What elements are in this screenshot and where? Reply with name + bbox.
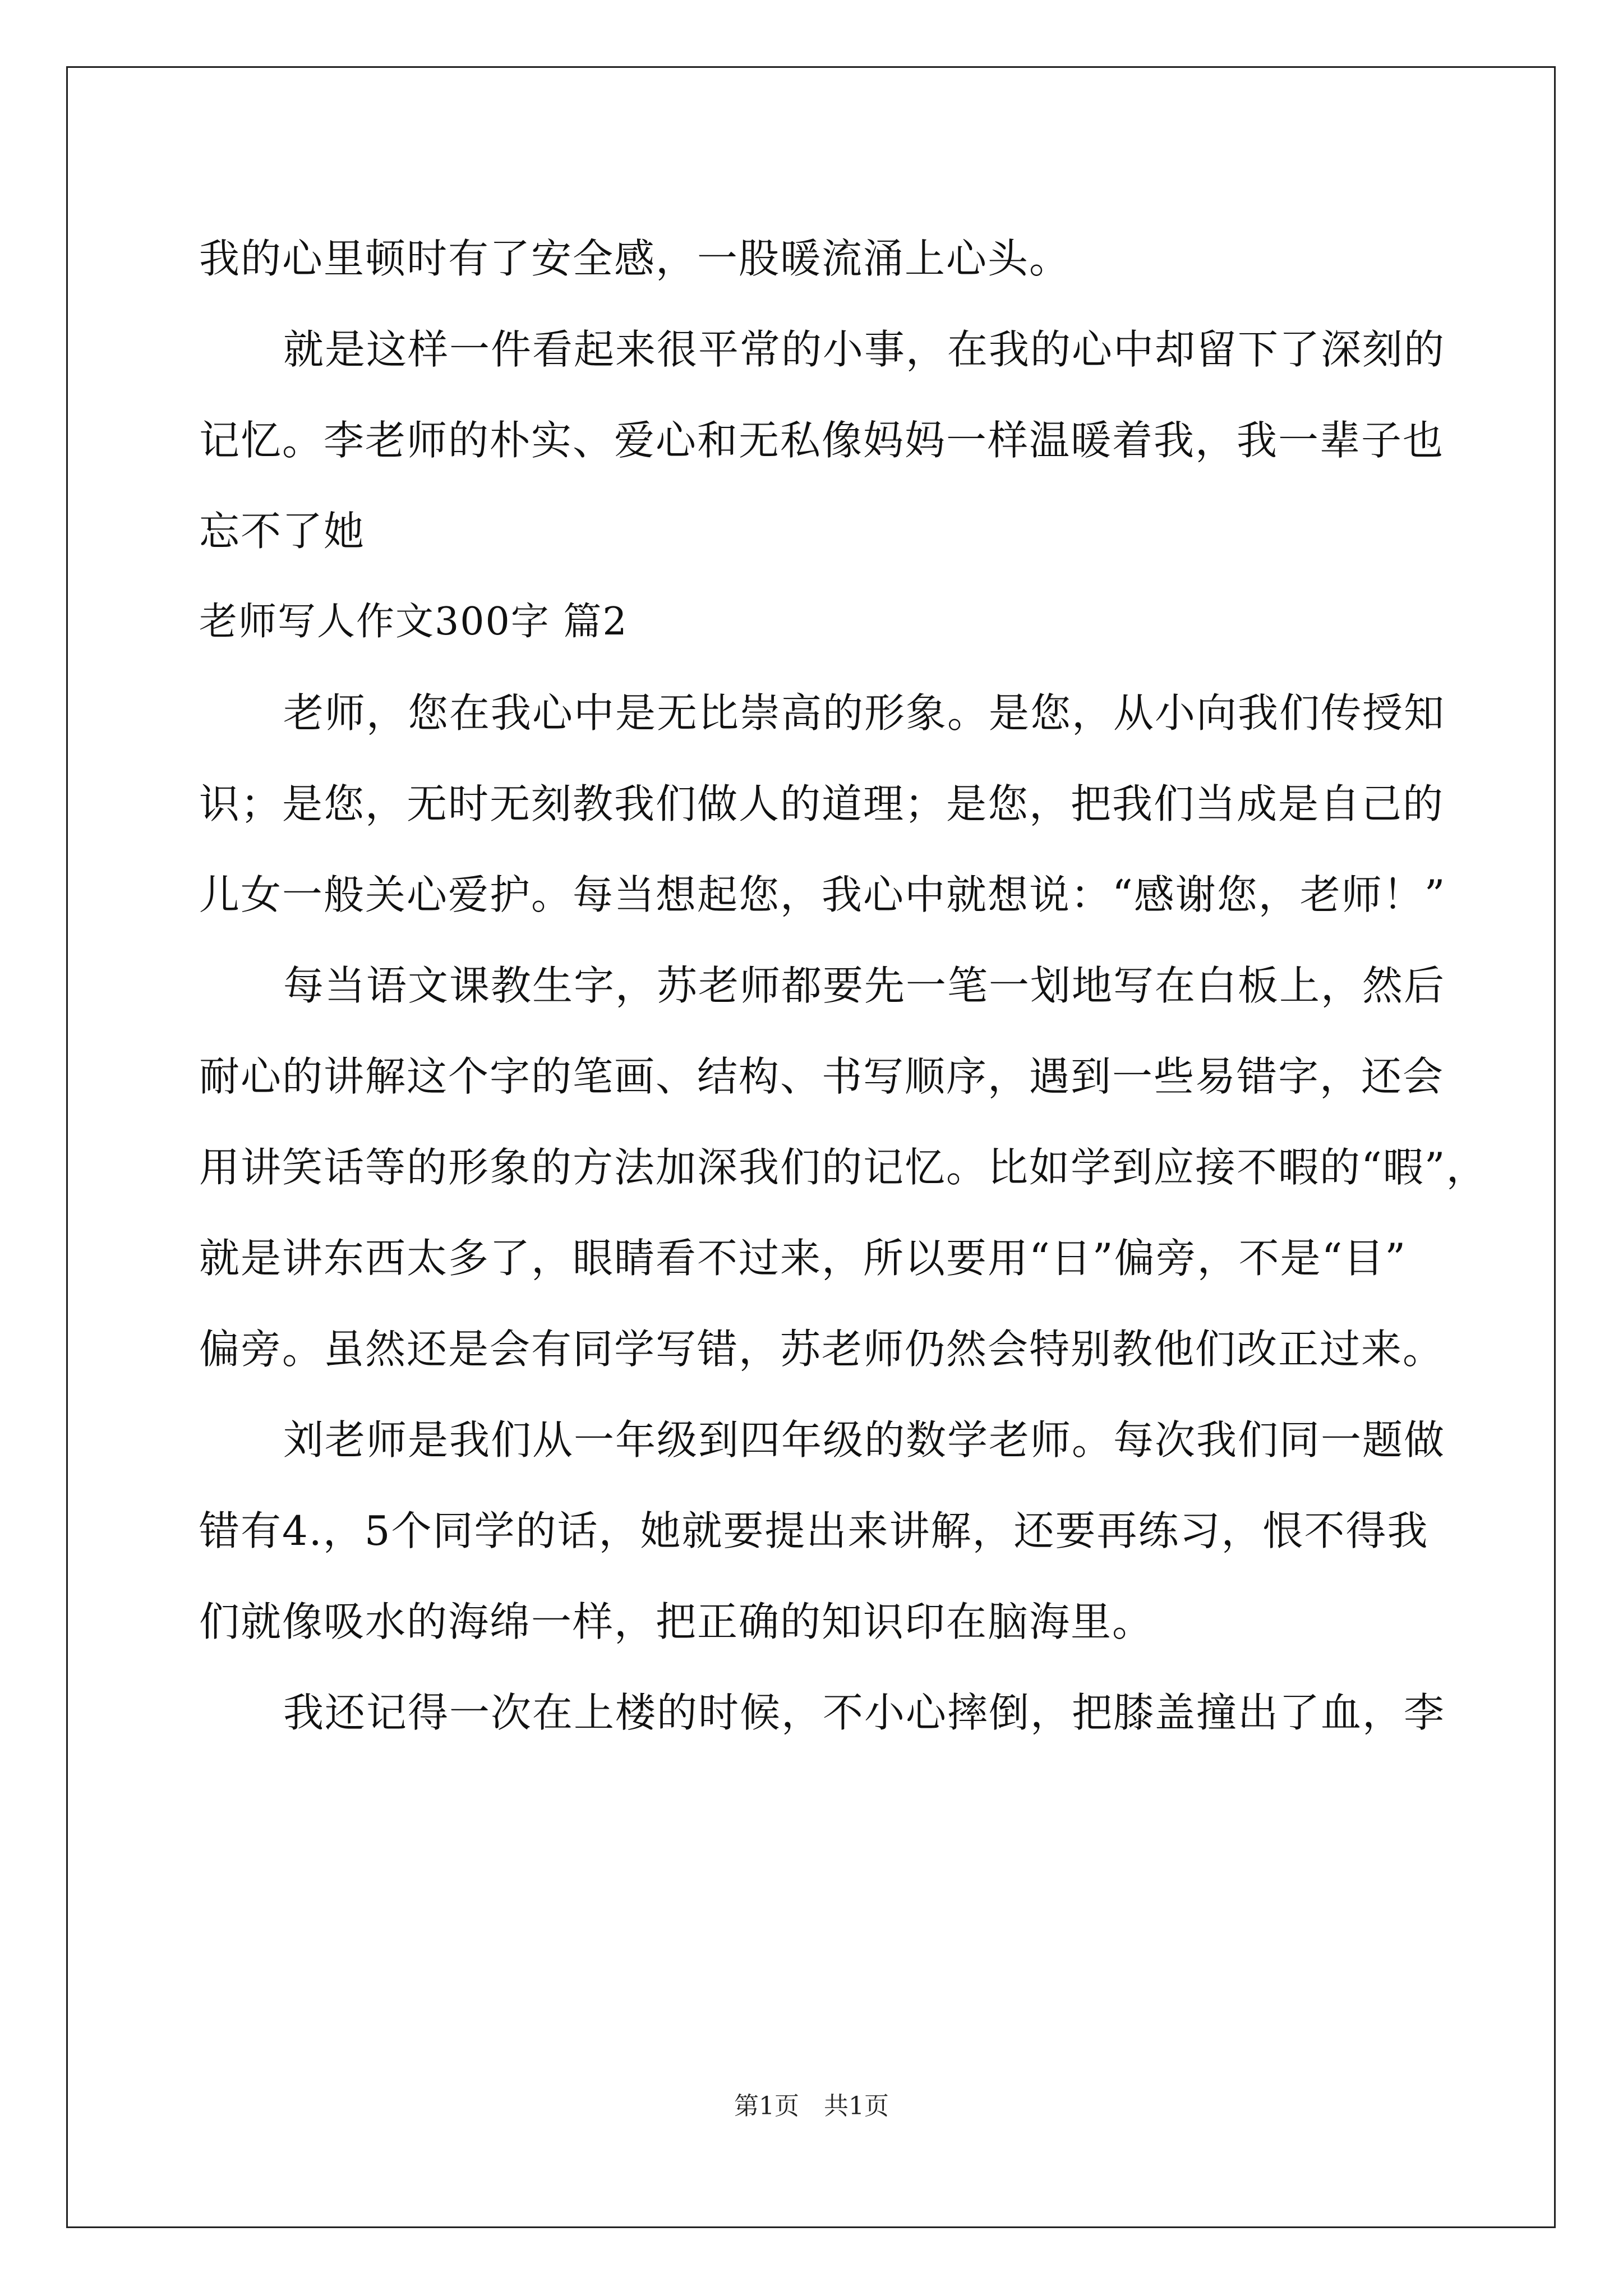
- paragraph-line: 刘老师是我们从一年级到四年级的数学老师。每次我们同一题做: [283, 1416, 1446, 1464]
- paragraph-line: 老师，您在我心中是无比崇高的形象。是您，从小向我们传授知: [283, 689, 1446, 737]
- paragraph-line: 耐心的讲解这个字的笔画、结构、书写顺序，遇到一些易错字，还会: [199, 1053, 1445, 1100]
- section-heading: 老师写人作文300字 篇2: [199, 600, 628, 644]
- paragraph-line: 识；是您，无时无刻教我们做人的道理；是您，把我们当成是自己的: [199, 780, 1445, 827]
- paragraph-line: 每当语文课教生字，苏老师都要先一笔一划地写在白板上，然后: [283, 962, 1446, 1009]
- paragraph-line: 错有4.，5个同学的话，她就要提出来讲解，还要再练习，恨不得我: [199, 1507, 1429, 1554]
- paragraph-line: 忘不了她: [199, 508, 366, 555]
- document-body: [199, 213, 1488, 1758]
- paragraph-line: 我的心里顿时有了安全感，一股暖流涌上心头。: [199, 235, 1071, 282]
- page-number-footer: 第1页 共1页: [734, 2092, 889, 2120]
- paragraph-line: 们就像吸水的海绵一样，把正确的知识印在脑海里。: [199, 1598, 1154, 1645]
- paragraph-line: 偏旁。虽然还是会有同学写错，苏老师仍然会特别教他们改正过来。: [199, 1326, 1445, 1373]
- paragraph-line: 就是讲东西太多了，眼睛看不过来，所以要用“日”偏旁，不是“目”: [199, 1235, 1407, 1282]
- paragraph-line: 儿女一般关心爱护。每当想起您，我心中就想说：“感谢您，老师！”: [199, 871, 1446, 918]
- paragraph-line: 就是这样一件看起来很平常的小事，在我的心中却留下了深刻的: [283, 326, 1446, 373]
- paragraph-line: 我还记得一次在上楼的时候，不小心摔倒，把膝盖撞出了血，李: [283, 1689, 1446, 1736]
- paragraph-line: 记忆。李老师的朴实、爱心和无私像妈妈一样温暖着我，我一辈子也: [199, 417, 1445, 464]
- paragraph-line: 用讲笑话等的形象的方法加深我们的记忆。比如学到应接不暇的“暇”，: [199, 1144, 1488, 1191]
